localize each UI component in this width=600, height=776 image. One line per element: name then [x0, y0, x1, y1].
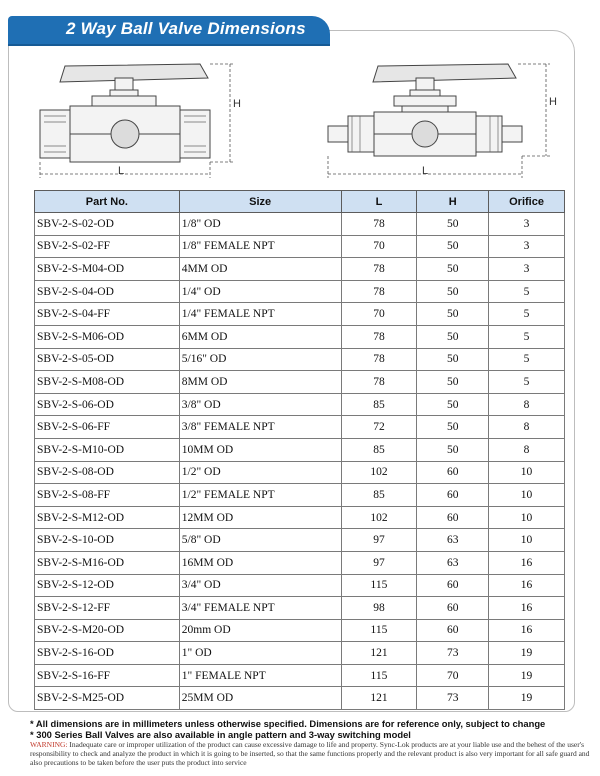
cell-part-no: SBV-2-S-08-OD [35, 461, 180, 484]
cell-height: 73 [417, 642, 489, 665]
cell-size: 16MM OD [179, 551, 341, 574]
warning-text [30, 740, 590, 767]
table-row [35, 529, 565, 552]
height-label: H [233, 98, 241, 110]
dimensions-table [34, 190, 565, 710]
cell-part-no: SBV-2-S-02-OD [35, 213, 180, 236]
cell-part-no: SBV-2-S-06-OD [35, 393, 180, 416]
cell-orifice: 10 [489, 506, 565, 529]
cell-orifice: 5 [489, 371, 565, 394]
cell-length: 78 [341, 325, 417, 348]
cell-size: 1/8" OD [179, 213, 341, 236]
length-label: L [118, 165, 125, 177]
cell-orifice: 19 [489, 687, 565, 710]
table-row [35, 664, 565, 687]
cell-size: 3/8" FEMALE NPT [179, 416, 341, 439]
cell-length: 102 [341, 506, 417, 529]
cell-length: 98 [341, 597, 417, 620]
cell-part-no: SBV-2-S-16-OD [35, 642, 180, 665]
header-part-no: Part No. [35, 191, 180, 213]
title-banner [8, 16, 330, 46]
cell-height: 50 [417, 325, 489, 348]
cell-part-no: SBV-2-S-02-FF [35, 235, 180, 258]
cell-size: 3/4" OD [179, 574, 341, 597]
cell-height: 60 [417, 484, 489, 507]
cell-part-no: SBV-2-S-16-FF [35, 664, 180, 687]
cell-size: 5/8" OD [179, 529, 341, 552]
cell-orifice: 8 [489, 416, 565, 439]
table-row [35, 597, 565, 620]
cell-length: 78 [341, 280, 417, 303]
header-height: H [417, 191, 489, 213]
cell-orifice: 16 [489, 597, 565, 620]
cell-height: 70 [417, 664, 489, 687]
valve-diagram-od [318, 52, 568, 182]
note-variants: * 300 Series Ball Valves are also available in angle pattern and 3-way switching model [30, 729, 411, 740]
cell-height: 50 [417, 280, 489, 303]
cell-part-no: SBV-2-S-05-OD [35, 348, 180, 371]
cell-length: 121 [341, 642, 417, 665]
table-body [35, 213, 565, 710]
table-row [35, 416, 565, 439]
cell-size: 12MM OD [179, 506, 341, 529]
cell-size: 8MM OD [179, 371, 341, 394]
cell-orifice: 5 [489, 325, 565, 348]
cell-orifice: 19 [489, 664, 565, 687]
cell-orifice: 3 [489, 235, 565, 258]
cell-height: 50 [417, 348, 489, 371]
table-row [35, 303, 565, 326]
cell-height: 63 [417, 529, 489, 552]
cell-orifice: 16 [489, 551, 565, 574]
cell-length: 70 [341, 235, 417, 258]
table-row [35, 574, 565, 597]
footnotes [30, 718, 590, 767]
cell-part-no: SBV-2-S-M04-OD [35, 258, 180, 281]
cell-orifice: 19 [489, 642, 565, 665]
cell-part-no: SBV-2-S-04-FF [35, 303, 180, 326]
cell-length: 78 [341, 348, 417, 371]
cell-part-no: SBV-2-S-12-OD [35, 574, 180, 597]
table-row [35, 258, 565, 281]
valve-drawing-left [30, 52, 260, 182]
cell-size: 5/16" OD [179, 348, 341, 371]
cell-size: 1/4" FEMALE NPT [179, 303, 341, 326]
cell-height: 60 [417, 461, 489, 484]
table-row [35, 235, 565, 258]
table-row [35, 393, 565, 416]
note-units: * All dimensions are in millimeters unless otherwise specified. Dimensions are for reference only, subject to change [30, 718, 546, 729]
cell-length: 72 [341, 416, 417, 439]
cell-orifice: 10 [489, 529, 565, 552]
table-row [35, 325, 565, 348]
cell-size: 10MM OD [179, 438, 341, 461]
cell-length: 97 [341, 529, 417, 552]
length-label: L [422, 165, 429, 177]
cell-size: 25MM OD [179, 687, 341, 710]
table-row [35, 619, 565, 642]
cell-size: 3/4" FEMALE NPT [179, 597, 341, 620]
cell-part-no: SBV-2-S-M12-OD [35, 506, 180, 529]
cell-height: 73 [417, 687, 489, 710]
cell-part-no: SBV-2-S-10-OD [35, 529, 180, 552]
table-row [35, 371, 565, 394]
cell-size: 6MM OD [179, 325, 341, 348]
cell-orifice: 16 [489, 619, 565, 642]
cell-length: 78 [341, 371, 417, 394]
cell-height: 60 [417, 597, 489, 620]
table-header-row [35, 191, 565, 213]
cell-length: 102 [341, 461, 417, 484]
header-length: L [341, 191, 417, 213]
cell-orifice: 8 [489, 438, 565, 461]
cell-size: 1/8" FEMALE NPT [179, 235, 341, 258]
table-row [35, 461, 565, 484]
cell-height: 50 [417, 258, 489, 281]
height-label: H [549, 96, 557, 108]
cell-height: 60 [417, 619, 489, 642]
cell-part-no: SBV-2-S-M25-OD [35, 687, 180, 710]
cell-part-no: SBV-2-S-08-FF [35, 484, 180, 507]
cell-size: 1/2" OD [179, 461, 341, 484]
table-row [35, 551, 565, 574]
cell-size: 4MM OD [179, 258, 341, 281]
table-row [35, 348, 565, 371]
cell-orifice: 8 [489, 393, 565, 416]
cell-height: 50 [417, 371, 489, 394]
table-row [35, 687, 565, 710]
cell-length: 85 [341, 484, 417, 507]
valve-drawing-right [318, 52, 568, 182]
cell-length: 85 [341, 393, 417, 416]
cell-part-no: SBV-2-S-M16-OD [35, 551, 180, 574]
cell-size: 3/8" OD [179, 393, 341, 416]
table-row [35, 438, 565, 461]
cell-height: 50 [417, 303, 489, 326]
table-row [35, 213, 565, 236]
cell-orifice: 16 [489, 574, 565, 597]
cell-orifice: 5 [489, 280, 565, 303]
cell-length: 115 [341, 664, 417, 687]
cell-orifice: 5 [489, 303, 565, 326]
page-title: 2 Way Ball Valve Dimensions [66, 19, 306, 38]
cell-length: 115 [341, 619, 417, 642]
cell-size: 1/2" FEMALE NPT [179, 484, 341, 507]
cell-size: 1" FEMALE NPT [179, 664, 341, 687]
cell-orifice: 3 [489, 258, 565, 281]
cell-size: 1/4" OD [179, 280, 341, 303]
cell-orifice: 10 [489, 461, 565, 484]
cell-part-no: SBV-2-S-M06-OD [35, 325, 180, 348]
table-row [35, 642, 565, 665]
cell-height: 63 [417, 551, 489, 574]
cell-size: 1" OD [179, 642, 341, 665]
cell-size: 20mm OD [179, 619, 341, 642]
cell-part-no: SBV-2-S-M08-OD [35, 371, 180, 394]
cell-length: 85 [341, 438, 417, 461]
table-row [35, 484, 565, 507]
cell-height: 50 [417, 235, 489, 258]
cell-orifice: 3 [489, 213, 565, 236]
warning-body: Inadequate care or improper utilization of the product can cause excessive damage to life and property. Sync-Lok products are at your liable use and the behest of the user's responsibility to check and analyze the product in which it is going to be inserted, so that the same functions properly and the relevant product is also very important for all safe guard and also precautions to be taken before the user puts the product into service [30, 740, 590, 767]
cell-length: 97 [341, 551, 417, 574]
cell-length: 78 [341, 258, 417, 281]
header-size: Size [179, 191, 341, 213]
cell-part-no: SBV-2-S-06-FF [35, 416, 180, 439]
cell-part-no: SBV-2-S-M10-OD [35, 438, 180, 461]
cell-height: 50 [417, 393, 489, 416]
cell-part-no: SBV-2-S-12-FF [35, 597, 180, 620]
cell-length: 115 [341, 574, 417, 597]
valve-diagram-female [30, 52, 260, 182]
cell-height: 60 [417, 574, 489, 597]
cell-orifice: 10 [489, 484, 565, 507]
cell-length: 121 [341, 687, 417, 710]
cell-length: 78 [341, 213, 417, 236]
header-orifice: Orifice [489, 191, 565, 213]
cell-height: 50 [417, 416, 489, 439]
cell-part-no: SBV-2-S-M20-OD [35, 619, 180, 642]
warning-label: WARNING: [30, 740, 68, 749]
cell-length: 70 [341, 303, 417, 326]
cell-height: 50 [417, 438, 489, 461]
cell-part-no: SBV-2-S-04-OD [35, 280, 180, 303]
cell-orifice: 5 [489, 348, 565, 371]
table-row [35, 506, 565, 529]
cell-height: 60 [417, 506, 489, 529]
cell-height: 50 [417, 213, 489, 236]
table-row [35, 280, 565, 303]
